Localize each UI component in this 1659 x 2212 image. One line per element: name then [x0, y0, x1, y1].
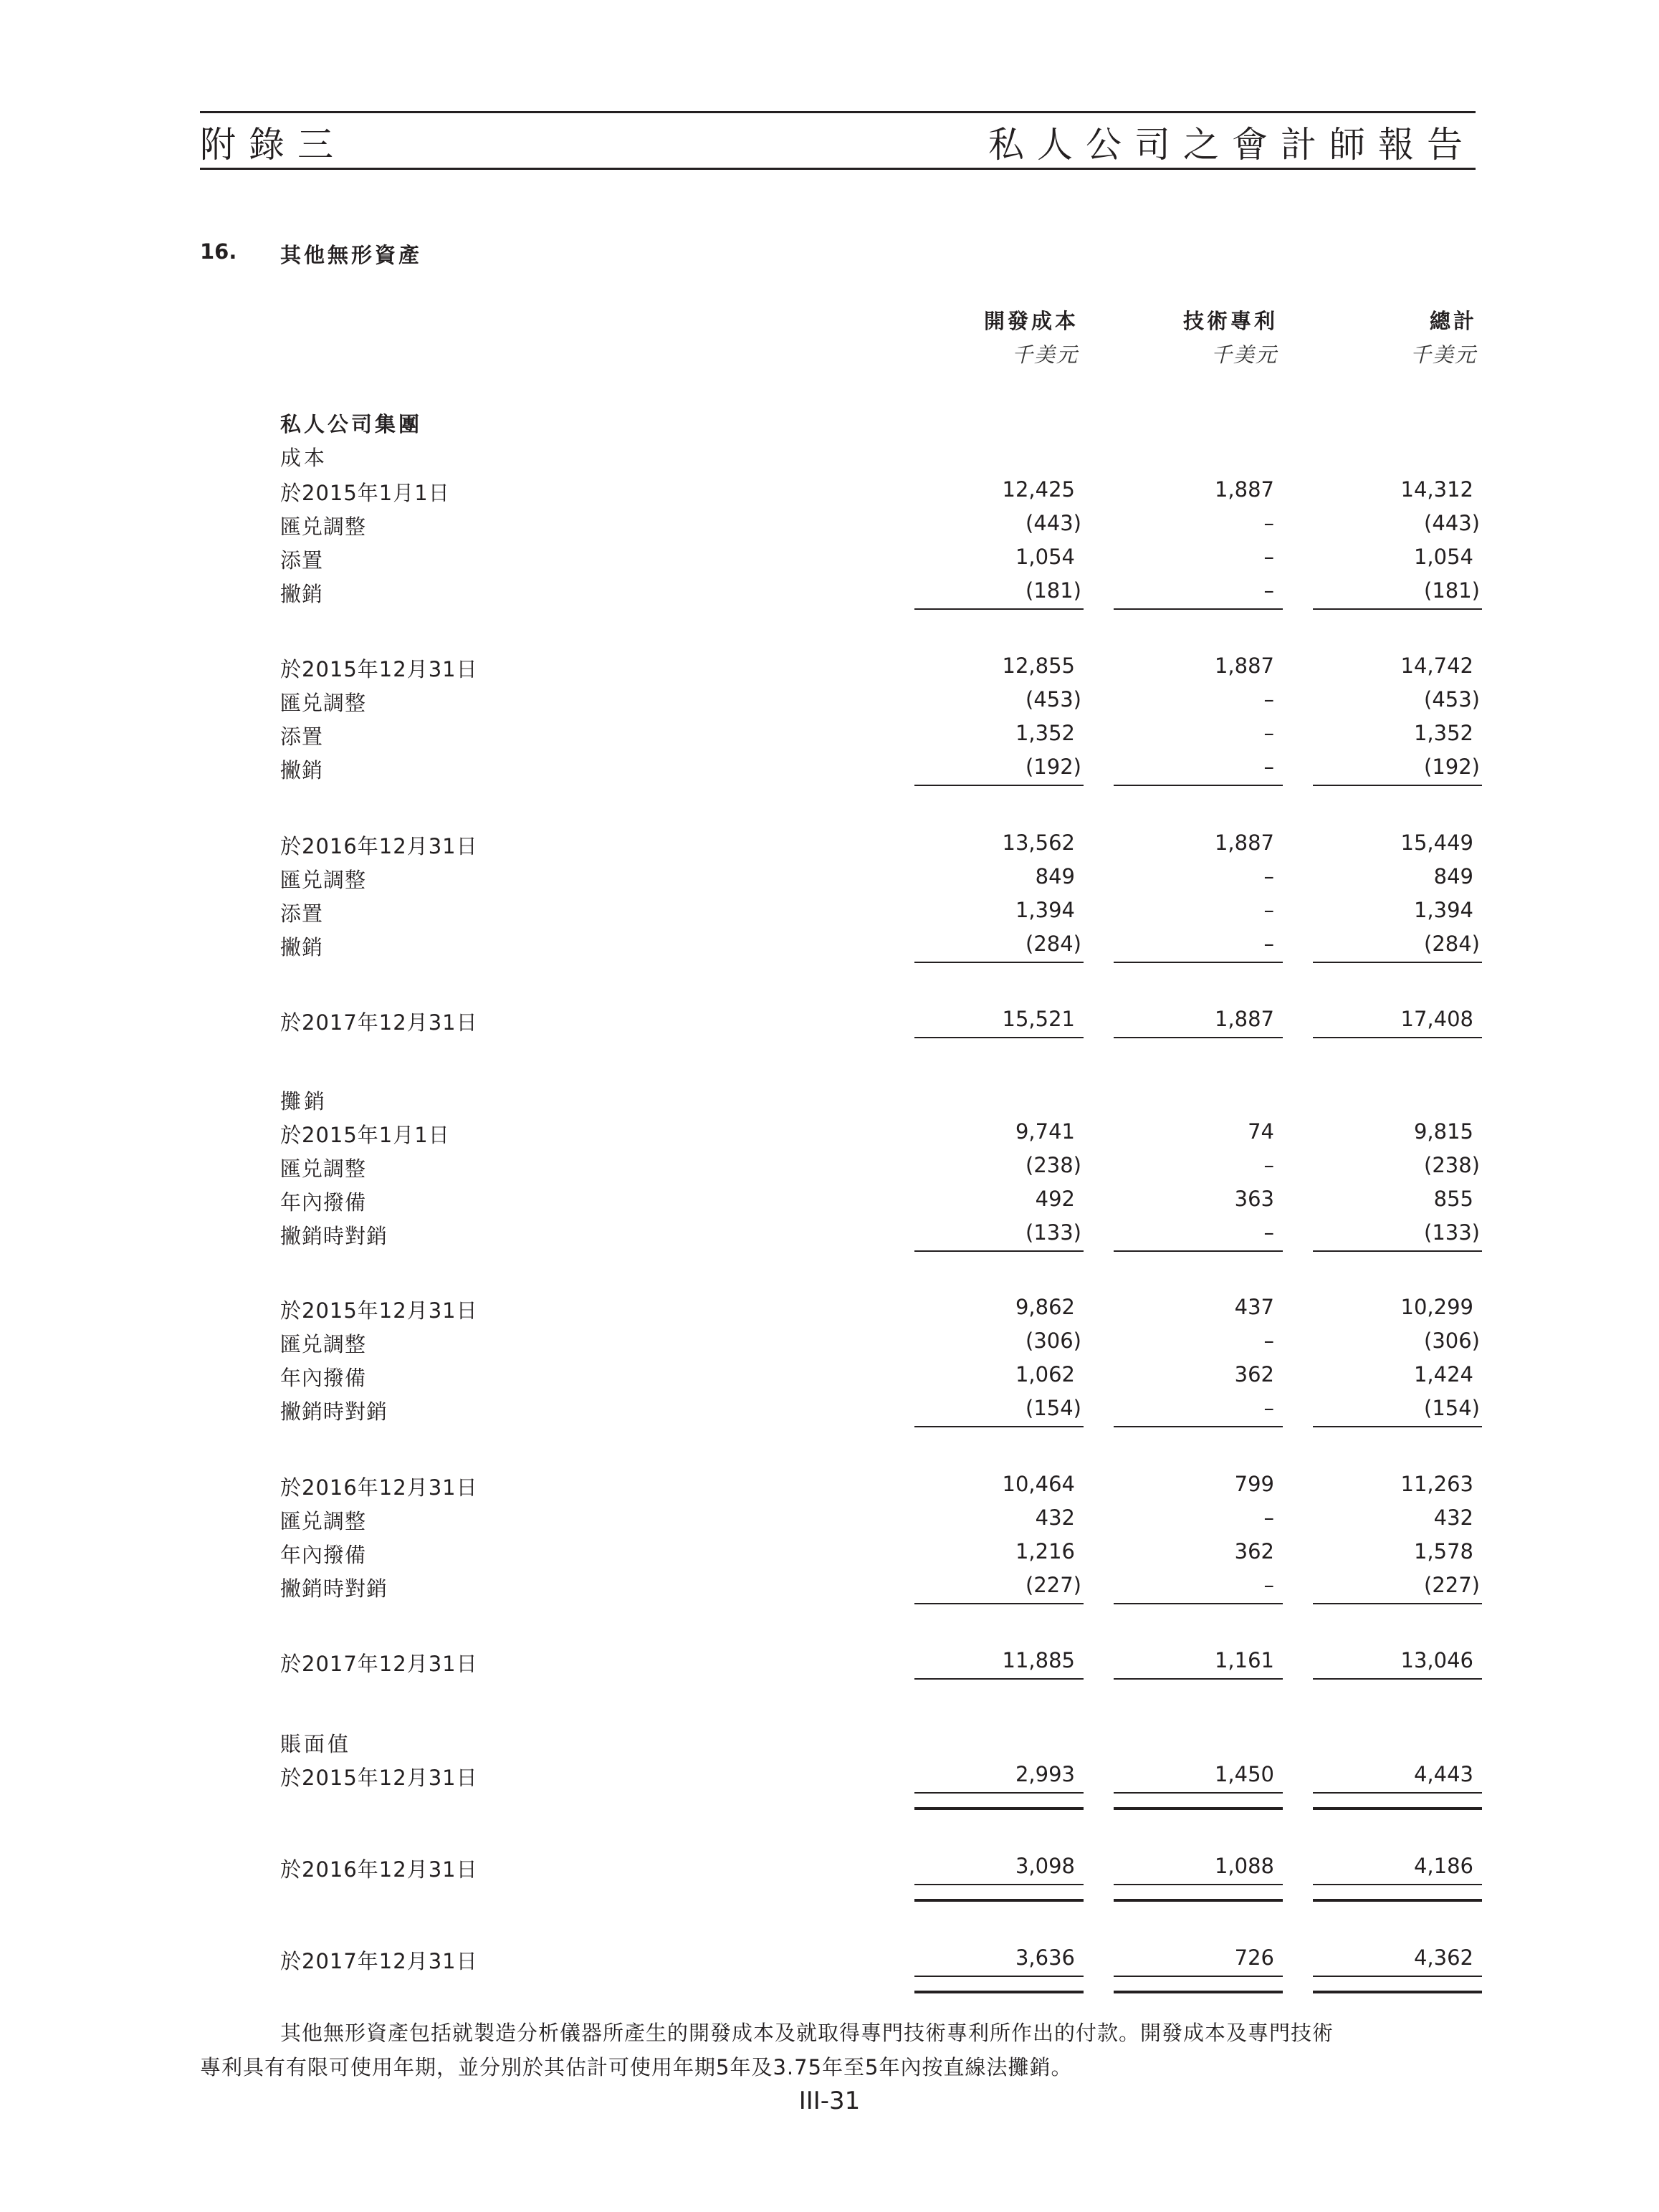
value-total: 14,312: [1400, 477, 1473, 502]
value-total: 9,815: [1413, 1119, 1473, 1144]
value-development-cost: 1,394: [1015, 898, 1075, 922]
footnote-line-1: [200, 2016, 1476, 2050]
row-label: 匯兑調整: [280, 691, 367, 715]
value-total: (181): [1424, 578, 1480, 603]
underline-rule: [914, 1250, 1084, 1252]
value-development-cost: 849: [1035, 864, 1075, 889]
section-title: 其他無形資產: [280, 243, 423, 267]
underline-rule: [914, 1884, 1084, 1885]
value-development-cost: 9,741: [1015, 1119, 1075, 1144]
value-total: (306): [1424, 1328, 1480, 1353]
value-development-cost: (453): [1025, 687, 1081, 712]
group-title: 私人公司集團: [280, 412, 423, 436]
category-cost: 成本: [280, 446, 328, 470]
value-total: 4,186: [1413, 1854, 1473, 1878]
value-technical-patent: –: [1263, 578, 1274, 603]
row-label: 於2015年12月31日: [280, 1298, 478, 1323]
row-label: 於2017年12月31日: [280, 1949, 478, 1973]
underline-rule: [914, 1678, 1084, 1680]
row-label: 年內撥備: [280, 1543, 367, 1567]
underline-rule: [1313, 1678, 1482, 1680]
row-label: 匯兑調整: [280, 1509, 367, 1533]
underline-rule: [914, 962, 1084, 963]
value-technical-patent: 1,887: [1214, 830, 1274, 855]
double-underline-rule: [1114, 1807, 1283, 1810]
value-total: 11,263: [1400, 1472, 1473, 1496]
row-label: 匯兑調整: [280, 1157, 367, 1181]
value-total: 432: [1433, 1505, 1473, 1530]
row-label: 添置: [280, 901, 324, 926]
value-development-cost: 12,855: [1002, 653, 1075, 678]
row-label: 於2016年12月31日: [280, 1857, 478, 1882]
header-bottom-rule: [200, 168, 1476, 170]
value-technical-patent: 362: [1234, 1362, 1274, 1387]
value-total: 17,408: [1400, 1007, 1473, 1031]
double-underline-rule: [914, 1807, 1084, 1810]
value-total: 849: [1433, 864, 1473, 889]
value-total: 13,046: [1400, 1648, 1473, 1672]
underline-rule: [1313, 1037, 1482, 1038]
double-underline-rule: [1313, 1899, 1482, 1902]
value-total: 1,424: [1413, 1362, 1473, 1387]
row-label: 撇銷時對銷: [280, 1224, 388, 1248]
column-unit-development-cost: 千美元: [1011, 343, 1079, 367]
row-label: 於2015年12月31日: [280, 1766, 478, 1790]
value-total: (192): [1424, 755, 1480, 779]
page-number: III-31: [798, 2087, 861, 2115]
value-technical-patent: –: [1263, 932, 1274, 956]
value-technical-patent: –: [1263, 1573, 1274, 1597]
underline-rule: [914, 1603, 1084, 1604]
underline-rule: [1313, 608, 1482, 610]
value-technical-patent: 726: [1234, 1945, 1274, 1970]
footnote-text-1: 其他無形資產包括就製造分析儀器所產生的開發成本及就取得專門技術專利所作出的付款。開發成本及專門技術: [280, 2021, 1334, 2045]
appendix-title: 附錄三: [200, 124, 346, 166]
row-label: 撇銷時對銷: [280, 1399, 388, 1424]
underline-rule: [914, 785, 1084, 786]
value-development-cost: (306): [1025, 1328, 1081, 1353]
underline-rule: [1313, 1603, 1482, 1604]
value-development-cost: (181): [1025, 578, 1081, 603]
column-unit-total: 千美元: [1410, 343, 1477, 367]
column-unit-technical-patent: 千美元: [1210, 343, 1278, 367]
row-label: 於2016年12月31日: [280, 834, 478, 858]
underline-rule: [1313, 785, 1482, 786]
value-development-cost: 10,464: [1002, 1472, 1075, 1496]
value-development-cost: 2,993: [1015, 1762, 1075, 1786]
value-total: (284): [1424, 932, 1480, 956]
value-technical-patent: –: [1263, 511, 1274, 535]
value-technical-patent: 1,887: [1214, 477, 1274, 502]
value-development-cost: (133): [1025, 1220, 1081, 1245]
double-underline-rule: [1114, 1899, 1283, 1902]
header-top-rule: [200, 111, 1476, 113]
value-total: (227): [1424, 1573, 1480, 1597]
value-total: 10,299: [1400, 1295, 1473, 1319]
double-underline-rule: [1114, 1991, 1283, 1993]
underline-rule: [914, 1792, 1084, 1794]
row-label: 於2016年12月31日: [280, 1475, 478, 1500]
value-technical-patent: 799: [1234, 1472, 1274, 1496]
underline-rule: [914, 1426, 1084, 1427]
value-total: 15,449: [1400, 830, 1473, 855]
value-development-cost: 1,216: [1015, 1539, 1075, 1564]
value-development-cost: (238): [1025, 1153, 1081, 1177]
value-development-cost: 13,562: [1002, 830, 1075, 855]
value-technical-patent: –: [1263, 898, 1274, 922]
row-label: 添置: [280, 724, 324, 749]
row-label: 匯兑調整: [280, 1332, 367, 1356]
underline-rule: [1114, 1792, 1283, 1794]
value-technical-patent: 1,887: [1214, 653, 1274, 678]
underline-rule: [1114, 1250, 1283, 1252]
value-technical-patent: –: [1263, 1153, 1274, 1177]
row-label: 年內撥備: [280, 1190, 367, 1215]
underline-rule: [1313, 1250, 1482, 1252]
report-title: 私人公司之會計師報告: [988, 124, 1476, 166]
underline-rule: [914, 1037, 1084, 1038]
value-total: 14,742: [1400, 653, 1473, 678]
row-label: 於2017年12月31日: [280, 1652, 478, 1676]
underline-rule: [1114, 1603, 1283, 1604]
value-development-cost: 3,098: [1015, 1854, 1075, 1878]
value-technical-patent: 363: [1234, 1187, 1274, 1211]
value-technical-patent: –: [1263, 545, 1274, 569]
value-total: 855: [1433, 1187, 1473, 1211]
underline-rule: [1114, 1884, 1283, 1885]
row-label: 撇銷: [280, 935, 324, 959]
value-development-cost: 9,862: [1015, 1295, 1075, 1319]
value-total: (154): [1424, 1396, 1480, 1420]
value-development-cost: 3,636: [1015, 1945, 1075, 1970]
value-total: 1,054: [1413, 545, 1473, 569]
value-technical-patent: 437: [1234, 1295, 1274, 1319]
underline-rule: [1114, 1678, 1283, 1680]
row-label: 於2015年12月31日: [280, 657, 478, 681]
row-label: 於2015年1月1日: [280, 1123, 450, 1147]
value-total: 4,362: [1413, 1945, 1473, 1970]
underline-rule: [1114, 608, 1283, 610]
row-label: 於2017年12月31日: [280, 1010, 478, 1035]
value-development-cost: 15,521: [1002, 1007, 1075, 1031]
row-label: 匯兑調整: [280, 514, 367, 539]
value-technical-patent: 1,088: [1214, 1854, 1274, 1878]
underline-rule: [1114, 1426, 1283, 1427]
value-technical-patent: 1,450: [1214, 1762, 1274, 1786]
value-total: (443): [1424, 511, 1480, 535]
underline-rule: [1313, 1792, 1482, 1794]
underline-rule: [1313, 1976, 1482, 1977]
value-development-cost: (284): [1025, 932, 1081, 956]
double-underline-rule: [1313, 1807, 1482, 1810]
value-development-cost: 11,885: [1002, 1648, 1075, 1672]
value-development-cost: (227): [1025, 1573, 1081, 1597]
double-underline-rule: [914, 1991, 1084, 1993]
value-total: (238): [1424, 1153, 1480, 1177]
row-label: 於2015年1月1日: [280, 481, 450, 505]
column-header-technical-patent: 技術專利: [1182, 309, 1278, 333]
underline-rule: [914, 608, 1084, 610]
row-label: 年內撥備: [280, 1366, 367, 1390]
value-development-cost: (154): [1025, 1396, 1081, 1420]
row-label: 匯兑調整: [280, 868, 367, 892]
value-technical-patent: –: [1263, 1505, 1274, 1530]
underline-rule: [1114, 1037, 1283, 1038]
underline-rule: [914, 1976, 1084, 1977]
value-development-cost: 1,062: [1015, 1362, 1075, 1387]
value-technical-patent: 74: [1248, 1119, 1274, 1144]
value-technical-patent: 362: [1234, 1539, 1274, 1564]
underline-rule: [1313, 1884, 1482, 1885]
section-number: 16.: [200, 239, 237, 264]
value-development-cost: (443): [1025, 511, 1081, 535]
value-development-cost: 12,425: [1002, 477, 1075, 502]
footnote-line-2: 專利具有有限可使用年期，並分別於其估計可使用年期5年及3.75年至5年內按直線法攤銷。: [200, 2055, 1073, 2079]
row-label: 撇銷: [280, 758, 324, 782]
value-total: 1,352: [1413, 721, 1473, 745]
value-development-cost: 432: [1035, 1505, 1075, 1530]
value-total: 1,394: [1413, 898, 1473, 922]
value-technical-patent: 1,161: [1214, 1648, 1274, 1672]
value-development-cost: 492: [1035, 1187, 1075, 1211]
column-header-total: 總計: [1429, 309, 1477, 333]
value-development-cost: 1,054: [1015, 545, 1075, 569]
value-technical-patent: –: [1263, 1328, 1274, 1353]
double-underline-rule: [1313, 1991, 1482, 1993]
underline-rule: [1114, 962, 1283, 963]
footnote: [200, 2016, 1476, 2084]
double-underline-rule: [914, 1899, 1084, 1902]
value-technical-patent: –: [1263, 864, 1274, 889]
underline-rule: [1313, 1426, 1482, 1427]
value-total: (453): [1424, 687, 1480, 712]
value-total: (133): [1424, 1220, 1480, 1245]
column-header-development-cost: 開發成本: [983, 309, 1079, 333]
underline-rule: [1313, 962, 1482, 963]
value-technical-patent: –: [1263, 1220, 1274, 1245]
value-development-cost: (192): [1025, 755, 1081, 779]
value-technical-patent: –: [1263, 687, 1274, 712]
value-development-cost: 1,352: [1015, 721, 1075, 745]
row-label: 撇銷: [280, 582, 324, 606]
value-technical-patent: –: [1263, 755, 1274, 779]
underline-rule: [1114, 785, 1283, 786]
category-carrying-amount: 賬面值: [280, 1732, 352, 1756]
underline-rule: [1114, 1976, 1283, 1977]
value-technical-patent: –: [1263, 1396, 1274, 1420]
category-amortisation: 攤銷: [280, 1089, 328, 1114]
value-total: 1,578: [1413, 1539, 1473, 1564]
value-technical-patent: –: [1263, 721, 1274, 745]
value-technical-patent: 1,887: [1214, 1007, 1274, 1031]
value-total: 4,443: [1413, 1762, 1473, 1786]
row-label: 撇銷時對銷: [280, 1576, 388, 1601]
row-label: 添置: [280, 548, 324, 573]
